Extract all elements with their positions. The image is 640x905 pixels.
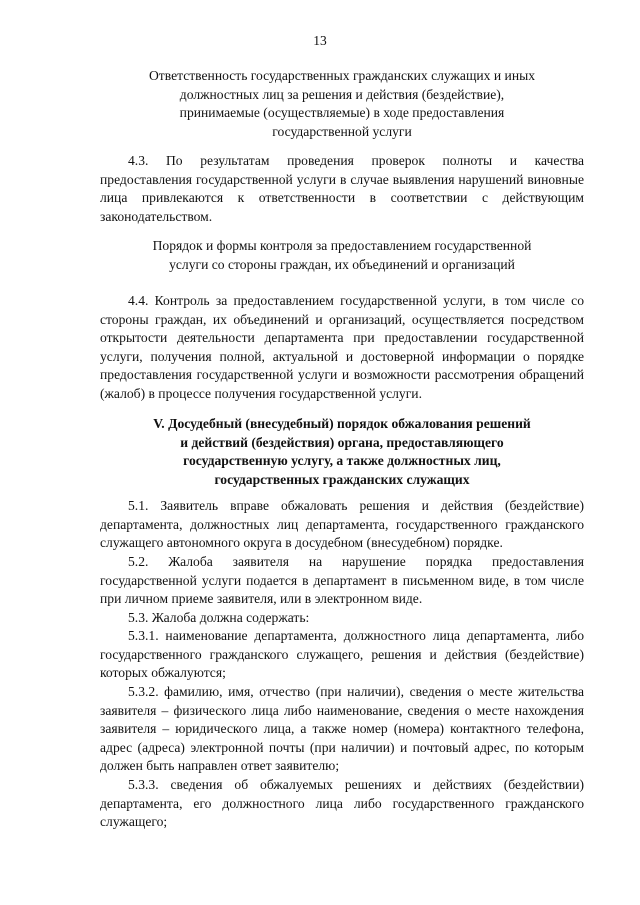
page-number: 13 [313, 33, 327, 48]
text-line: 5.1. Заявитель вправе обжаловать решения и действия (бездействие) [128, 498, 584, 513]
text-line: 4.3. По результатам проведения проверок полноты и качества [128, 153, 584, 168]
text-line: предоставления государственной услуги в случае выявления нарушений виновные [100, 171, 584, 187]
text-line: которых обжалуются; [100, 665, 226, 681]
text-line: государственной услуги подается в департамент в письменном виде, в том числе [100, 572, 584, 588]
text-line: законодательством. [100, 208, 213, 224]
paragraph-5-2 [100, 553, 584, 609]
heading-line: Порядок и формы контроля за предоставлением государственной [152, 238, 532, 253]
text-line: государственного гражданского служащего, решения и действия (бездействие) [100, 646, 584, 662]
text-line: открытости деятельности департамента при предоставлении государственной [100, 330, 584, 346]
heading-line: услуги со стороны граждан, их объединений и организаций [169, 256, 515, 272]
text-line: 5.3.1. наименование департамента, должностного лица департамента, либо [128, 628, 584, 643]
paragraph-5-1 [100, 497, 584, 553]
text-line: заявителя – физического лица либо наименование, сведения о месте нахождения [100, 702, 584, 718]
heading-line: Ответственность государственных гражданских служащих и иных [148, 68, 536, 83]
paragraph-5-3 [100, 609, 584, 628]
text-line: 4.4. Контроль за предоставлением государственной услуги, в том числе со [128, 293, 584, 308]
heading-line: V. Досудебный (внесудебный) порядок обжалования решений [153, 416, 531, 431]
heading-section-v [100, 415, 584, 489]
text-line: лица привлекаются к ответственности в соответствии с действующим [100, 190, 584, 206]
text-line: стороны граждан, их объединений и организаций, осуществляется посредством [100, 311, 584, 327]
heading-control [100, 237, 584, 274]
text-line: должен быть направлен ответ заявителю; [100, 758, 340, 774]
text-line: департамента, должностных лиц департамента, государственного гражданского [100, 516, 584, 532]
paragraph-5-3-3 [100, 776, 584, 832]
text-line: услуги, получения полной, актуальной и достоверной информации о порядке [100, 348, 584, 364]
paragraph-4-3 [100, 152, 584, 226]
heading-line: должностных лиц за решения и действия (бездействие), [179, 86, 505, 102]
text-line: служащего автономного округа в досудебном (внесудебном) порядке. [100, 535, 503, 551]
text-line: 5.3.3. сведения об обжалуемых решениях и действиях (бездействии) [128, 777, 584, 792]
text-line: при личном приеме заявителя, или в электронном виде. [100, 591, 423, 607]
text-line: заявителя – юридического лица, а также номер (номера) контактного телефона, [100, 721, 584, 737]
text-line: департамента, его должностного лица либо государственного гражданского [100, 795, 584, 811]
heading-responsibility [100, 67, 584, 141]
text-line: служащего; [100, 814, 168, 830]
text-line: 5.2. Жалоба заявителя на нарушение порядка предоставления [128, 554, 584, 569]
heading-line: и действий (бездействия) органа, предоставляющего [180, 434, 504, 450]
text-line: адрес (адреса) электронной почты (при наличии) и почтовый адрес, по которым [100, 739, 584, 755]
text-line: (жалоб) в процессе получения государственной услуги. [100, 385, 422, 401]
text-line: предоставления государственной услуги и возможности рассмотрения обращений [100, 367, 584, 383]
paragraph-4-4 [100, 292, 584, 404]
heading-line: государственную услугу, а также должностных лиц, [183, 453, 501, 468]
paragraph-5-3-1 [100, 627, 584, 683]
heading-line: принимаемые (осуществляемые) в ходе предоставления [179, 105, 505, 120]
text-line: 5.3.2. фамилию, имя, отчество (при наличии), сведения о месте жительства [128, 684, 584, 699]
text-line: 5.3. Жалоба должна содержать: [128, 610, 310, 625]
heading-line: государственных гражданских служащих [214, 471, 470, 487]
heading-line: государственной услуги [272, 123, 412, 139]
paragraph-5-3-2 [100, 683, 584, 776]
